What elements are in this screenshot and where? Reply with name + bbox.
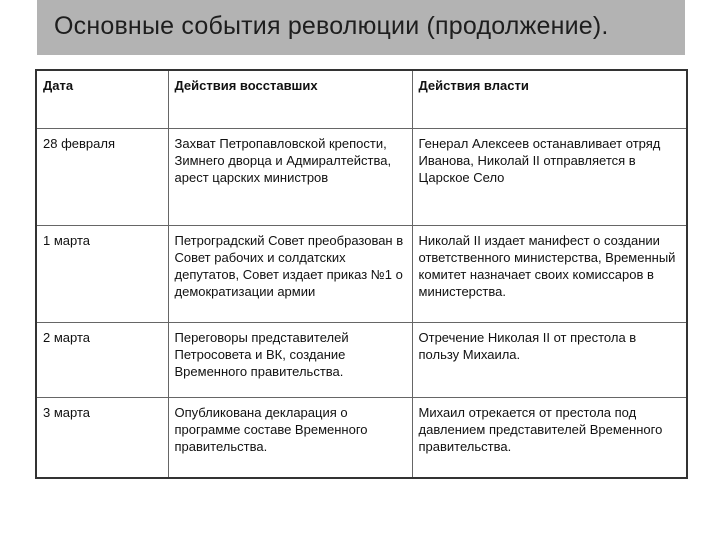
cell-rebels-actions: Захват Петропавловской крепости, Зимнего дворца и Адмиралтейства, арест царских министров	[168, 129, 412, 226]
table-row	[36, 398, 687, 479]
cell-government-actions: Николай II издает манифест о создании ответственного министерства, Временный комитет назначает своих комиссаров в министерства.	[412, 226, 687, 323]
cell-government-actions: Генерал Алексеев останавливает отряд Иванова, Николай II отправляется в Царское Село	[412, 129, 687, 226]
header-government-actions: Действия власти	[412, 70, 687, 129]
cell-date: 28 февраля	[36, 129, 168, 226]
header-date: Дата	[36, 70, 168, 129]
header-rebels-actions: Действия восставших	[168, 70, 412, 129]
title-banner	[37, 0, 685, 55]
page-title: Основные события революции (продолжение).	[54, 12, 609, 40]
table-row	[36, 226, 687, 323]
cell-date: 2 марта	[36, 323, 168, 398]
cell-rebels-actions: Переговоры представителей Петросовета и ВК, создание Временного правительства.	[168, 323, 412, 398]
cell-date: 3 марта	[36, 398, 168, 479]
cell-government-actions: Отречение Николая II от престола в пользу Михаила.	[412, 323, 687, 398]
cell-rebels-actions: Петроградский Совет преобразован в Совет рабочих и солдатских депутатов, Совет издает приказ №1 о демократизации армии	[168, 226, 412, 323]
table-row	[36, 323, 687, 398]
table-row	[36, 129, 687, 226]
cell-date: 1 марта	[36, 226, 168, 323]
events-table-container	[35, 69, 686, 479]
table-header-row	[36, 70, 687, 129]
cell-rebels-actions: Опубликована декларация о программе составе Временного правительства.	[168, 398, 412, 479]
events-table	[35, 69, 688, 479]
cell-government-actions: Михаил отрекается от престола под давлением представителей Временного правительства.	[412, 398, 687, 479]
